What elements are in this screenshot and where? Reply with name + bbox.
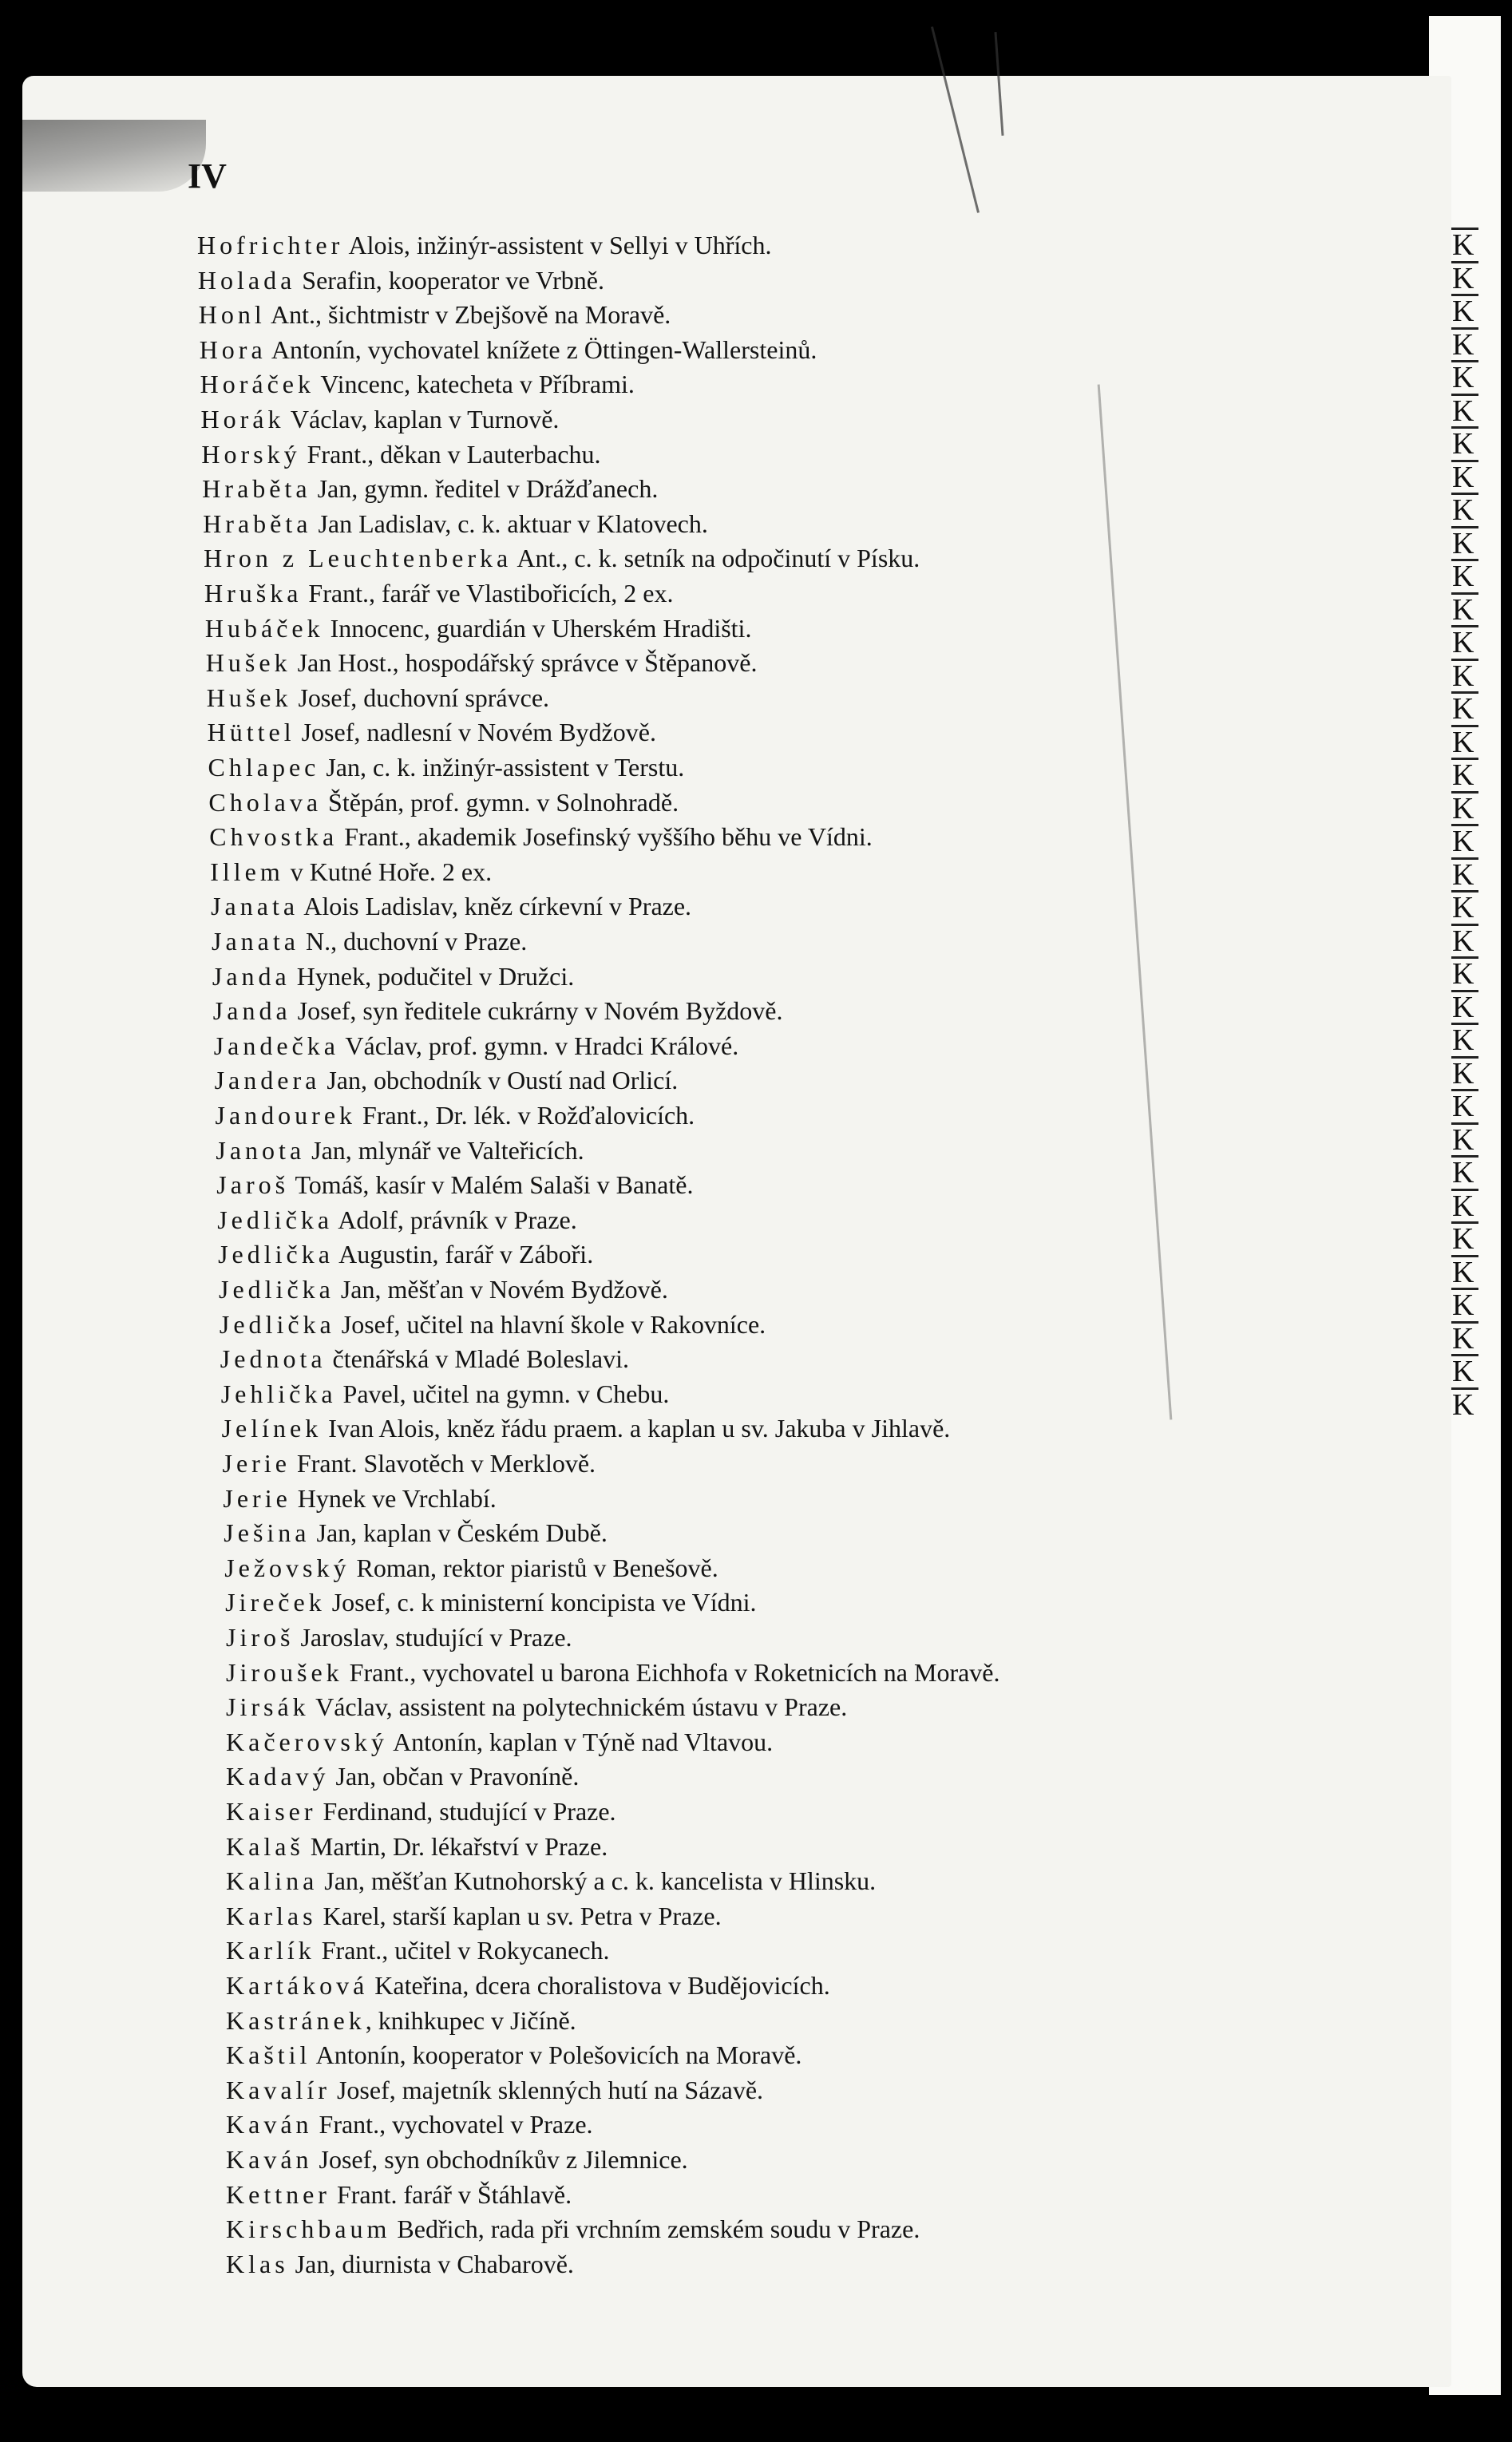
entry-details: Pavel, učitel na gymn. v Chebu.	[336, 1379, 670, 1408]
entry-surname: Jiroušek	[226, 1658, 343, 1687]
list-entry	[226, 1622, 572, 1652]
list-entry	[223, 1448, 596, 1478]
entry-details: Kateřina, dcera choralistova v Budějovicích.	[368, 1971, 830, 2000]
list-entry	[218, 1239, 593, 1269]
adjacent-page-letter: K	[1447, 526, 1478, 556]
entry-details: Frant., akademik Josefinský vyššího běhu ve Vídni.	[338, 822, 873, 851]
entry-surname: Kirschbaum	[226, 2214, 391, 2243]
adjacent-page-letter: K	[1447, 956, 1478, 987]
entry-surname: Horský	[201, 440, 301, 469]
entry-surname: Jandečka	[213, 1031, 339, 1060]
list-entry	[201, 404, 560, 434]
list-entry	[216, 1170, 693, 1200]
entry-details: Frant., Dr. lék. v Rožďalovicích.	[356, 1101, 695, 1130]
entry-details: Jan, gymn. ředitel v Drážďanech.	[311, 474, 659, 503]
list-entry	[215, 1065, 679, 1095]
entry-surname: Hruška	[204, 579, 303, 608]
entry-surname: Jaroš	[216, 1170, 290, 1199]
list-entry	[199, 299, 671, 330]
list-entry	[226, 1761, 579, 1791]
entry-surname: Chvostka	[209, 822, 338, 851]
entry-surname: Jireček	[225, 1588, 326, 1617]
adjacent-page-letter: K	[1447, 1255, 1478, 1285]
list-entry	[197, 230, 771, 260]
entry-details: Antonín, kooperator v Polešovicích na Moravě.	[311, 2040, 802, 2069]
list-entry	[212, 961, 574, 991]
entry-details: Jan, kaplan v Českém Dubě.	[310, 1518, 608, 1547]
entry-details: Jan Ladislav, c. k. aktuar v Klatovech.	[311, 509, 708, 538]
list-entry	[216, 1135, 584, 1166]
list-entry	[226, 1796, 616, 1827]
entry-surname: Kalina	[226, 1866, 319, 1895]
entry-details: Josef, syn ředitele cukrárny v Novém Byždově.	[291, 996, 783, 1025]
adjacent-page-letter: K	[1447, 725, 1478, 755]
adjacent-page-letter: K	[1447, 261, 1478, 291]
entry-surname: Hubáček	[204, 614, 324, 643]
entry-surname: Holada	[197, 266, 296, 295]
entry-surname: Janata	[212, 927, 299, 956]
list-entry	[207, 683, 549, 713]
page-number: IV	[188, 156, 227, 196]
list-entry	[216, 1100, 695, 1130]
entry-details: Josef, c. k ministerní koncipista ve Vídni.	[325, 1588, 757, 1617]
entry-details: Jan, měšťan Kutnohorský a c. k. kancelista v Hlinsku.	[318, 1866, 877, 1895]
entry-details: Frant., farář ve Vlastibořicích, 2 ex.	[302, 579, 674, 608]
entry-details: Jan, měšťan v Novém Bydžově.	[334, 1275, 668, 1304]
entry-surname: Jiroš	[226, 1623, 295, 1652]
list-entry	[213, 995, 783, 1026]
entry-details: Václav, assistent na polytechnickém ústavu v Praze.	[309, 1692, 848, 1721]
entry-surname: Kalaš	[226, 1832, 304, 1861]
entry-details: Jaroslav, studující v Praze.	[294, 1623, 572, 1652]
entry-surname: Hofrichter	[197, 231, 344, 259]
adjacent-page-letter: K	[1447, 1221, 1478, 1252]
entry-surname: Janata	[211, 892, 299, 920]
list-entry	[226, 1831, 608, 1862]
entry-surname: Hora	[199, 335, 267, 364]
entry-surname: Jerie	[223, 1484, 291, 1513]
adjacent-page-letter: K	[1447, 1122, 1478, 1153]
entry-details: Jan, mlynář ve Valteřicích.	[305, 1136, 584, 1165]
list-entry	[226, 2144, 688, 2175]
adjacent-page-letter: K	[1447, 394, 1478, 424]
entry-surname: Jerie	[222, 1449, 291, 1478]
list-entry	[222, 1413, 951, 1443]
entry-surname: Cholava	[208, 788, 323, 817]
adjacent-page-letter: K	[1447, 592, 1478, 623]
entry-surname: Honl	[198, 300, 266, 329]
list-entry	[204, 578, 673, 608]
entry-details: Jan, c. k. inžinýr-assistent v Terstu.	[319, 753, 685, 782]
entry-details: Jan, obchodník v Oustí nad Orlicí.	[320, 1066, 679, 1094]
list-entry	[208, 717, 656, 747]
entry-details: Adolf, právník v Praze.	[333, 1205, 577, 1234]
entry-details: Josef, nadlesní v Novém Bydžově.	[295, 718, 656, 746]
entry-details: Jan, diurnista v Chabarově.	[288, 2250, 574, 2278]
entry-surname: Ježovský	[224, 1553, 350, 1582]
entry-details: Augustin, farář v Záboři.	[333, 1240, 594, 1268]
entry-details: Antonín, vychovatel knížete z Öttingen-Wallersteinů.	[266, 335, 817, 364]
adjacent-page-letter: K	[1447, 460, 1478, 490]
list-entry	[219, 1274, 668, 1304]
entry-surname: Kaván	[226, 2110, 313, 2139]
entry-details: Martin, Dr. lékařství v Praze.	[303, 1832, 608, 1861]
entry-details: Tomáš, kasír v Malém Salaši v Banatě.	[289, 1170, 694, 1199]
entry-details: Karel, starší kaplan u sv. Petra v Praze.	[316, 1902, 722, 1930]
entry-details: Vincenc, katecheta v Příbrami.	[314, 370, 635, 398]
adjacent-page-letter: K	[1447, 659, 1478, 689]
entry-surname: Kartáková	[226, 1971, 369, 2000]
entry-details: Josef, syn obchodníkův z Jilemnice.	[312, 2145, 688, 2174]
entry-details: Ant., šichtmistr v Zbejšově na Moravě.	[265, 300, 671, 329]
list-entry	[226, 1866, 876, 1896]
entry-details: Josef, duchovní správce.	[291, 683, 550, 712]
adjacent-page-letter: K	[1447, 559, 1478, 589]
entry-details: v Kutné Hoře. 2 ex.	[283, 857, 493, 886]
entry-details: Václav, kaplan v Turnově.	[284, 405, 560, 433]
adjacent-page-letter: K	[1447, 924, 1478, 954]
adjacent-page-letter: K	[1447, 228, 1478, 258]
list-entry	[203, 509, 708, 539]
list-entry	[225, 1587, 756, 1617]
adjacent-page-letter: K	[1447, 1321, 1478, 1352]
adjacent-page-letter: K	[1447, 1089, 1478, 1119]
entry-details: Ferdinand, studující v Praze.	[316, 1797, 616, 1826]
entry-surname: Kettner	[226, 2180, 331, 2209]
list-entry	[209, 821, 872, 852]
adjacent-page-letter: K	[1447, 857, 1478, 888]
list-entry	[212, 926, 527, 956]
entry-surname: Jandera	[214, 1066, 321, 1094]
entry-details: Antonín, kaplan v Týně nad Vltavou.	[387, 1728, 774, 1756]
list-entry	[226, 1727, 773, 1757]
entry-surname: Hüttel	[207, 718, 295, 746]
adjacent-page-letter: K	[1447, 1387, 1478, 1418]
list-entry	[226, 2214, 920, 2244]
list-entry	[201, 439, 600, 469]
entry-details: Frant., děkan v Lauterbachu.	[300, 440, 601, 469]
entry-surname: Jedlička	[218, 1240, 334, 1268]
entry-details: Ivan Alois, kněz řádu praem. a kaplan u sv. Jakuba v Jihlavě.	[322, 1414, 951, 1443]
adjacent-page-letter: K	[1447, 791, 1478, 821]
adjacent-page-letter: K	[1447, 1155, 1478, 1185]
entry-surname: Kaiser	[226, 1797, 317, 1826]
entry-surname: Kastránek	[226, 2006, 366, 2035]
entry-surname: Kaštil	[226, 2040, 311, 2069]
entry-surname: Hraběta	[203, 509, 312, 538]
list-entry	[221, 1379, 670, 1409]
entry-details: Frant., učitel v Rokycanech.	[315, 1936, 610, 1965]
entry-surname: Karlas	[226, 1902, 317, 1930]
entry-details: Innocenc, guardián v Uherském Hradišti.	[323, 614, 752, 643]
list-entry	[226, 2075, 763, 2105]
adjacent-page-letter: K	[1447, 426, 1478, 457]
adjacent-page-letter: K	[1447, 890, 1478, 920]
entry-surname: Illem	[210, 857, 284, 886]
list-entry	[211, 891, 691, 921]
adjacent-page-letter: K	[1447, 1189, 1478, 1219]
entry-details: Roman, rektor piaristů v Benešově.	[350, 1553, 718, 1582]
list-entry	[220, 1309, 766, 1340]
entry-surname: Horáček	[200, 370, 315, 398]
adjacent-page-letter: K	[1447, 360, 1478, 390]
entry-surname: Janda	[212, 996, 291, 1025]
entry-surname: Horák	[200, 405, 285, 433]
adjacent-page-letter: K	[1447, 327, 1478, 358]
entry-surname: Ješina	[224, 1518, 311, 1547]
adjacent-page-letter: K	[1447, 1354, 1478, 1384]
list-entry	[210, 857, 492, 887]
list-entry	[226, 1657, 1000, 1688]
entry-details: Bedřich, rada při vrchním zemském soudu v Praze.	[390, 2214, 920, 2243]
adjacent-page-letter: K	[1447, 294, 1478, 324]
entry-surname: Chlapec	[208, 753, 320, 782]
entry-surname: Jedlička	[219, 1310, 335, 1339]
list-entry	[200, 369, 635, 399]
entry-surname: Jirsák	[226, 1692, 310, 1721]
list-entry	[226, 2040, 802, 2070]
list-entry	[224, 1553, 718, 1583]
entry-surname: Karlík	[226, 1936, 315, 1965]
entry-details: Alois, inžinýr-assistent v Sellyi v Uhřích.	[343, 231, 772, 259]
entry-details: Hynek ve Vrchlabí.	[291, 1484, 497, 1513]
entry-details: Josef, učitel na hlavní škole v Rakovníce.	[334, 1310, 766, 1339]
list-entry	[208, 752, 685, 782]
entry-surname: Jednota	[220, 1344, 327, 1373]
list-entry	[208, 787, 679, 817]
entry-surname: Kadavý	[226, 1762, 330, 1791]
list-entry	[202, 473, 658, 504]
list-entry	[220, 1344, 629, 1374]
entry-details: Štěpán, prof. gymn. v Solnohradě.	[322, 788, 679, 817]
adjacent-page-letter: K	[1447, 1023, 1478, 1053]
entry-surname: Kaván	[226, 2145, 313, 2174]
list-entry	[224, 1518, 608, 1548]
entry-surname: Hušek	[206, 683, 292, 712]
entry-details: Frant. Slavotěch v Merklově.	[290, 1449, 596, 1478]
entry-surname: Jelínek	[221, 1414, 323, 1443]
adjacent-page-letter: K	[1447, 1288, 1478, 1318]
entry-surname: Kačerovský	[226, 1728, 388, 1756]
list-entry	[226, 1692, 847, 1722]
list-entry	[226, 2005, 576, 2036]
entry-details: Jan Host., hospodářský správce v Štěpanově.	[291, 648, 758, 677]
entry-surname: Hraběta	[202, 474, 311, 503]
list-entry	[226, 2109, 593, 2139]
list-entry	[226, 2179, 572, 2210]
entry-details: Alois Ladislav, kněz církevní v Praze.	[299, 892, 692, 920]
list-entry	[204, 543, 920, 573]
entry-surname: Janda	[212, 962, 291, 991]
entry-surname: Hušek	[205, 648, 291, 677]
entry-details: Václav, prof. gymn. v Hradci Králové.	[338, 1031, 739, 1060]
entry-surname: Kavalír	[226, 2076, 331, 2104]
adjacent-page-letter: K	[1447, 493, 1478, 523]
list-entry	[200, 334, 817, 365]
entry-details: , knihkupec v Jičíně.	[365, 2006, 576, 2035]
entry-details: čtenářská v Mladé Boleslavi.	[326, 1344, 629, 1373]
entry-details: Frant., vychovatel v Praze.	[312, 2110, 593, 2139]
entry-details: Frant. farář v Štáhlavě.	[330, 2180, 572, 2209]
adjacent-page-letter: K	[1447, 758, 1478, 788]
entry-surname: Klas	[226, 2250, 289, 2278]
list-entry	[226, 1970, 830, 2001]
entry-surname: Jandourek	[215, 1101, 357, 1130]
entry-details: Frant., vychovatel u barona Eichhofa v Roketnicích na Moravě.	[342, 1658, 1000, 1687]
list-entry	[226, 1901, 722, 1931]
entry-details: N., duchovní v Praze.	[299, 927, 528, 956]
entry-surname: Jehlička	[220, 1379, 337, 1408]
entry-details: Serafin, kooperator ve Vrbně.	[295, 266, 604, 295]
list-entry	[223, 1483, 496, 1514]
adjacent-page-letter: K	[1447, 824, 1478, 854]
list-entry	[198, 265, 604, 295]
entry-surname: Jedlička	[217, 1205, 334, 1234]
adjacent-page-letter: K	[1447, 1056, 1478, 1086]
list-entry	[205, 613, 752, 643]
adjacent-page-letter: K	[1447, 625, 1478, 655]
entry-details: Josef, majetník sklenných hutí na Sázavě.	[330, 2076, 764, 2104]
adjacent-page-letter: K	[1447, 691, 1478, 722]
list-entry	[206, 647, 758, 678]
entry-surname: Janota	[216, 1136, 306, 1165]
entry-surname: Hron z Leuchtenberka	[204, 544, 513, 572]
adjacent-page-letter: K	[1447, 990, 1478, 1020]
entry-surname: Jedlička	[219, 1275, 334, 1304]
list-entry	[226, 2249, 574, 2279]
entry-details: Jan, občan v Pravoníně.	[329, 1762, 580, 1791]
entry-details: Ant., c. k. setník na odpočinutí v Písku.	[512, 544, 920, 572]
list-entry	[214, 1031, 739, 1061]
list-entry	[226, 1935, 610, 1965]
list-entry	[217, 1205, 577, 1235]
entry-details: Hynek, podučitel v Družci.	[290, 962, 575, 991]
